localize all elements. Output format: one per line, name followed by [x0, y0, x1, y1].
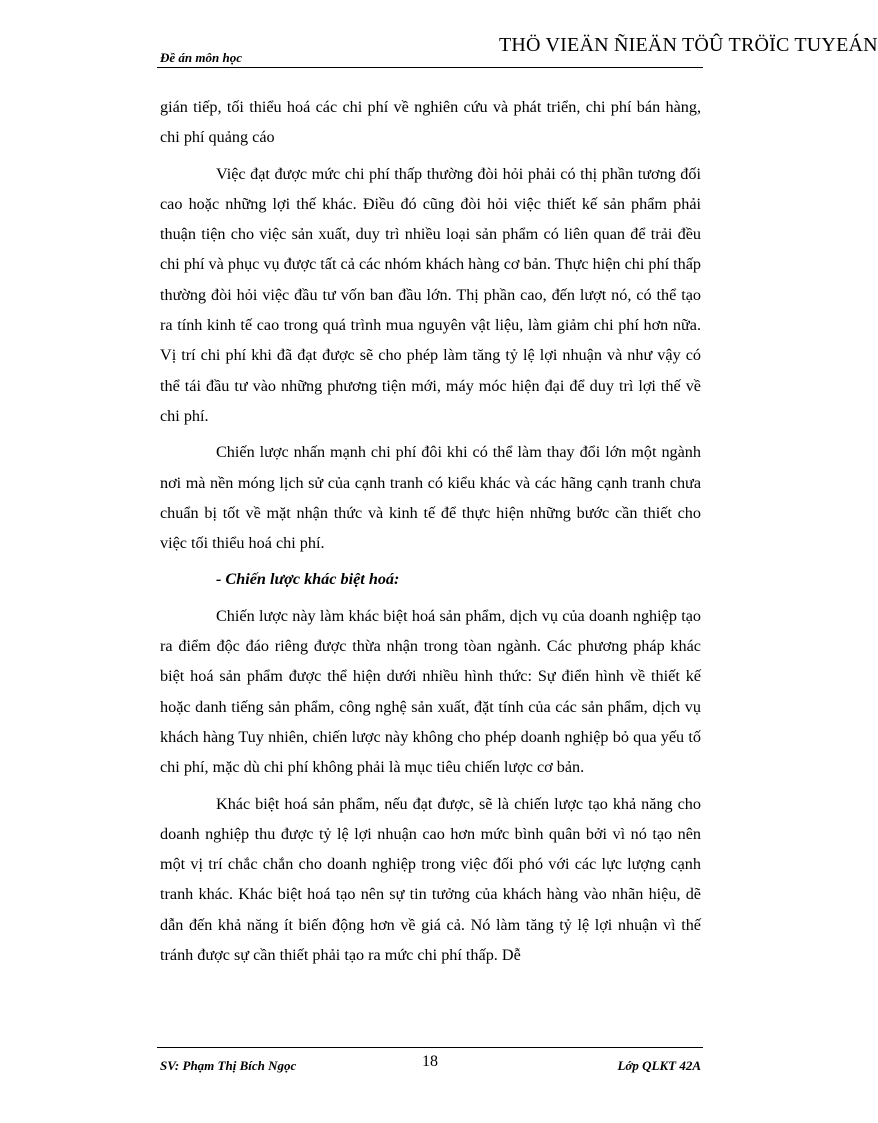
paragraph-1: gián tiếp, tối thiểu hoá các chi phí về nghiên cứu và phát triển, chi phí bán hàng, chi phí quảng cáo [160, 98, 701, 147]
footer-class-label: Lớp QLKT 42A [617, 1058, 701, 1073]
header-library-title: THÖ VIEÄN ÑIEÄN TÖÛ TRÖÏC TUYEÁN [499, 34, 878, 56]
paragraph-3: Chiến lược nhấn mạnh chi phí đôi khi có thể làm thay đổi lớn một ngành nơi mà nền móng lịch sử của cạnh tranh có kiểu khác và các hãng cạnh tranh chưa chuẩn bị tốt về mặt nhận thức và kinh tế để thực hiện những bước cần thiết cho việc tối thiểu hoá chi phí. [160, 443, 701, 553]
header-divider [157, 67, 703, 68]
header-course-label: Đề án môn học [160, 50, 242, 65]
footer-divider [157, 1047, 703, 1048]
paragraph-5: Khác biệt hoá sản phẩm, nếu đạt được, sẽ là chiến lược tạo khả năng cho doanh nghiệp thu được tỷ lệ lợi nhuận cao hơn mức bình quân bởi vì nó tạo nên một vị trí chắc chắn cho doanh nghiệp trong việc đối phó với các lực lượng cạnh tranh khác. Khác biệt hoá tạo nên sự tin tưởng của khách hàng vào nhãn hiệu, dẽ dẫn đến khả năng ít biến động hơn về giá cả. Nó làm tăng tỷ lệ lợi nhuận vì thế tránh được sự cần thiết phải tạo ra mức chi phí thấp. Dễ [160, 794, 701, 965]
page-number: 18 [422, 1053, 438, 1070]
paragraph-2: Việc đạt được mức chi phí thấp thường đòi hỏi phải có thị phần tương đối cao hoặc những lợi thế khác. Điều đó cũng đòi hỏi việc thiết kế sản phẩm phải thuận tiện cho việc sản xuất, duy trì nhiều loại sản phẩm có liên quan để trải đều chi phí và phục vụ được tất cả các nhóm khách hàng cơ bản. Thực hiện chi phí thấp thường đòi hỏi việc đầu tư vốn ban đầu lớn. Thị phần cao, đến lượt nó, có thể tạo ra tính kinh tế cao trong quá trình mua nguyên vật liệu, làm giảm chi phí hơn nữa. Vị trí chi phí khi đã đạt được sẽ cho phép làm tăng tỷ lệ lợi nhuận và như vậy có thể tái đầu tư vào những phương tiện mới, máy móc hiện đại để duy trì lợi thế về chi phí. [160, 164, 701, 425]
section-subheading: - Chiến lược khác biệt hoá: [216, 570, 400, 589]
footer-student-name: SV: Phạm Thị Bích Ngọc [160, 1058, 297, 1073]
body-text [160, 92, 701, 970]
paragraph-4: Chiến lược này làm khác biệt hoá sản phẩm, dịch vụ của doanh nghiệp tạo ra điểm độc đáo riêng được thừa nhận trong tòan ngành. Các phương pháp khác biệt hoá sản phẩm được thể hiện dưới nhiều hình thức: Sự điển hình về thiết kế hoặc danh tiếng sản phẩm, công nghệ sản xuất, đặt tính của các sản phẩm, dịch vụ khách hàng Tuy nhiên, chiến lược này không cho phép doanh nghiệp bỏ qua yếu tố chi phí, mặc dù chi phí không phải là mục tiêu chiến lược cơ bản. [160, 606, 701, 777]
